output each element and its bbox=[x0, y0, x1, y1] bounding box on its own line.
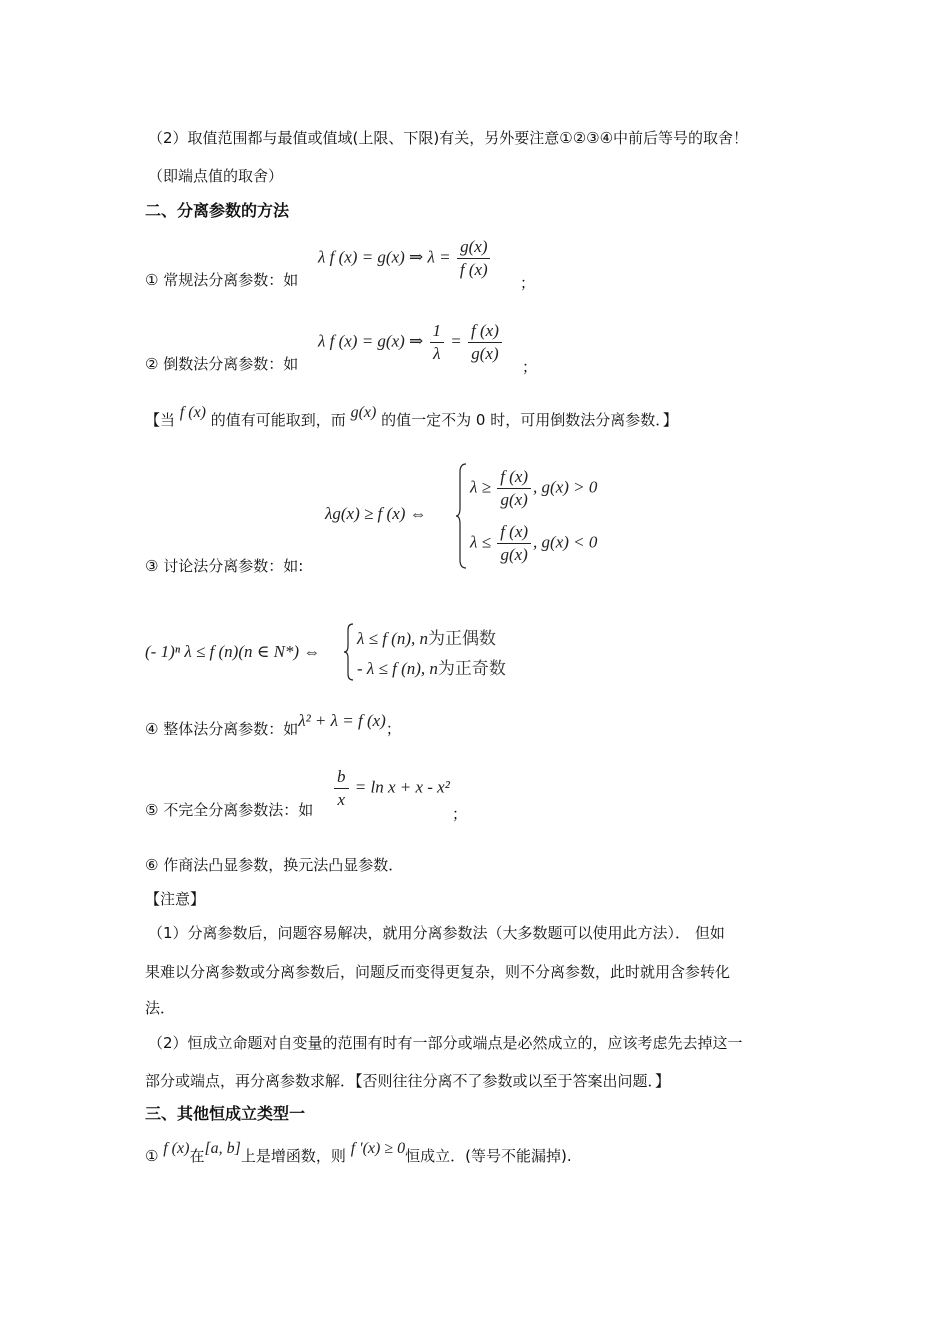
section3-line bbox=[145, 1140, 572, 1167]
equals-sign: = bbox=[450, 331, 462, 351]
fraction-numerator: f (x) bbox=[497, 466, 531, 489]
case-text: 为正奇数 bbox=[437, 659, 506, 679]
left-brace-icon bbox=[343, 622, 355, 682]
method-label: ④ 整体法分离参数：如 bbox=[145, 720, 299, 738]
formula-m5 bbox=[332, 766, 450, 811]
method-label: ② 倒数法分离参数：如 bbox=[145, 355, 299, 373]
inline-formula: f (x) bbox=[163, 1140, 190, 1157]
case-text: , g(x) < 0 bbox=[533, 532, 598, 552]
case-row bbox=[357, 624, 496, 649]
fraction-numerator: 1 bbox=[430, 320, 445, 343]
fraction-numerator: b bbox=[334, 766, 349, 789]
paragraph-line: （2）取值范围都与最值或值域(上限、下限)有关，另外要注意①②③④中前后等号的取舍！ bbox=[148, 129, 749, 147]
section-heading: 二、分离参数的方法 bbox=[145, 201, 290, 220]
case-text: λ ≥ bbox=[470, 477, 491, 497]
section-heading: 三、其他恒成立类型一 bbox=[145, 1104, 306, 1123]
case-text: - λ ≤ f (n), n bbox=[357, 659, 438, 678]
paragraph-line: 法． bbox=[145, 999, 176, 1017]
fraction-denominator: g(x) bbox=[500, 545, 528, 564]
method-label: ⑤ 不完全分离参数法：如 bbox=[145, 801, 314, 819]
note-text: 的值一定不为 0 时，可用倒数法分离参数．】 bbox=[381, 411, 678, 429]
fraction-numerator: f (x) bbox=[497, 521, 531, 544]
paragraph-line: 果难以分离参数或分离参数后，问题反而变得更复杂，则不分离参数，此时就用含参转化 bbox=[145, 963, 731, 981]
case-row bbox=[470, 466, 597, 511]
formula-m2 bbox=[318, 320, 504, 365]
formula-text: λ f (x) = g(x) ⇒ λ = bbox=[318, 247, 451, 267]
formula-m1 bbox=[318, 236, 493, 281]
text: 在 bbox=[189, 1147, 205, 1165]
semicolon: ； bbox=[452, 805, 468, 823]
inline-formula: f '(x) ≥ 0 bbox=[350, 1140, 406, 1157]
notice-title: 【注意】 bbox=[145, 890, 206, 908]
fraction bbox=[497, 521, 531, 566]
fraction-numerator: g(x) bbox=[457, 236, 490, 259]
text: 恒成立．(等号不能漏掉). bbox=[405, 1147, 572, 1165]
fraction bbox=[430, 320, 445, 365]
inline-formula: λ² + λ = f (x) bbox=[298, 711, 386, 730]
method-label: ⑥ 作商法凸显参数，换元法凸显参数． bbox=[145, 856, 404, 874]
formula-text: (- 1)ⁿ λ ≤ f (n)(n ∈ N*) ⇔ bbox=[145, 642, 321, 661]
fraction-denominator: g(x) bbox=[500, 490, 528, 509]
paragraph-line: （2）恒成立命题对自变量的范围有时有一部分或端点是必然成立的，应该考虑先去掉这一 bbox=[148, 1034, 743, 1052]
fraction-denominator: f (x) bbox=[459, 260, 488, 279]
semicolon: ； bbox=[522, 358, 538, 376]
fraction-denominator: λ bbox=[433, 344, 441, 363]
inline-formula: [a, b] bbox=[204, 1140, 241, 1157]
paragraph-line: （即端点值的取舍） bbox=[148, 167, 284, 185]
method-line bbox=[145, 711, 401, 739]
case-text: λ ≤ f (n), n bbox=[357, 629, 428, 648]
note-text: 【当 bbox=[145, 411, 176, 429]
fraction bbox=[334, 766, 349, 811]
paragraph-line: （1）分离参数后，问题容易解决，就用分离参数法（大多数题可以使用此方法）． 但如 bbox=[148, 924, 725, 942]
circled-number: ① bbox=[145, 1147, 159, 1165]
text: 上是增函数，则 bbox=[240, 1147, 346, 1165]
method-label: ③ 讨论法分离参数：如: bbox=[145, 557, 304, 575]
formula-text: = ln x + x - x² bbox=[354, 777, 450, 797]
fraction-denominator: g(x) bbox=[471, 344, 499, 363]
note-text: 的值有可能取到，而 bbox=[210, 411, 346, 429]
paragraph-line: 部分或端点，再分离参数求解．【否则往往分离不了参数或以至于答案出问题．】 bbox=[145, 1072, 671, 1090]
semicolon: ； bbox=[385, 720, 401, 738]
inline-formula: g(x) bbox=[350, 404, 377, 421]
formula-text: λ f (x) = g(x) ⇒ bbox=[318, 331, 424, 351]
case-text: 为正偶数 bbox=[428, 629, 496, 649]
method-label: ① 常规法分离参数：如 bbox=[145, 271, 299, 289]
note-line bbox=[145, 404, 678, 431]
case-text: , g(x) > 0 bbox=[533, 477, 598, 497]
inline-formula: f (x) bbox=[179, 404, 206, 421]
fraction-denominator: x bbox=[337, 790, 346, 809]
fraction bbox=[497, 466, 531, 511]
case-text: λ ≤ bbox=[470, 532, 491, 552]
fraction-numerator: f (x) bbox=[468, 320, 502, 343]
left-brace-icon bbox=[455, 462, 469, 570]
fraction bbox=[457, 236, 491, 281]
semicolon: ； bbox=[520, 274, 536, 292]
formula-text: λg(x) ≥ f (x) ⇔ bbox=[325, 504, 427, 523]
case-row bbox=[470, 521, 597, 566]
case-row bbox=[357, 654, 506, 679]
fraction bbox=[468, 320, 502, 365]
